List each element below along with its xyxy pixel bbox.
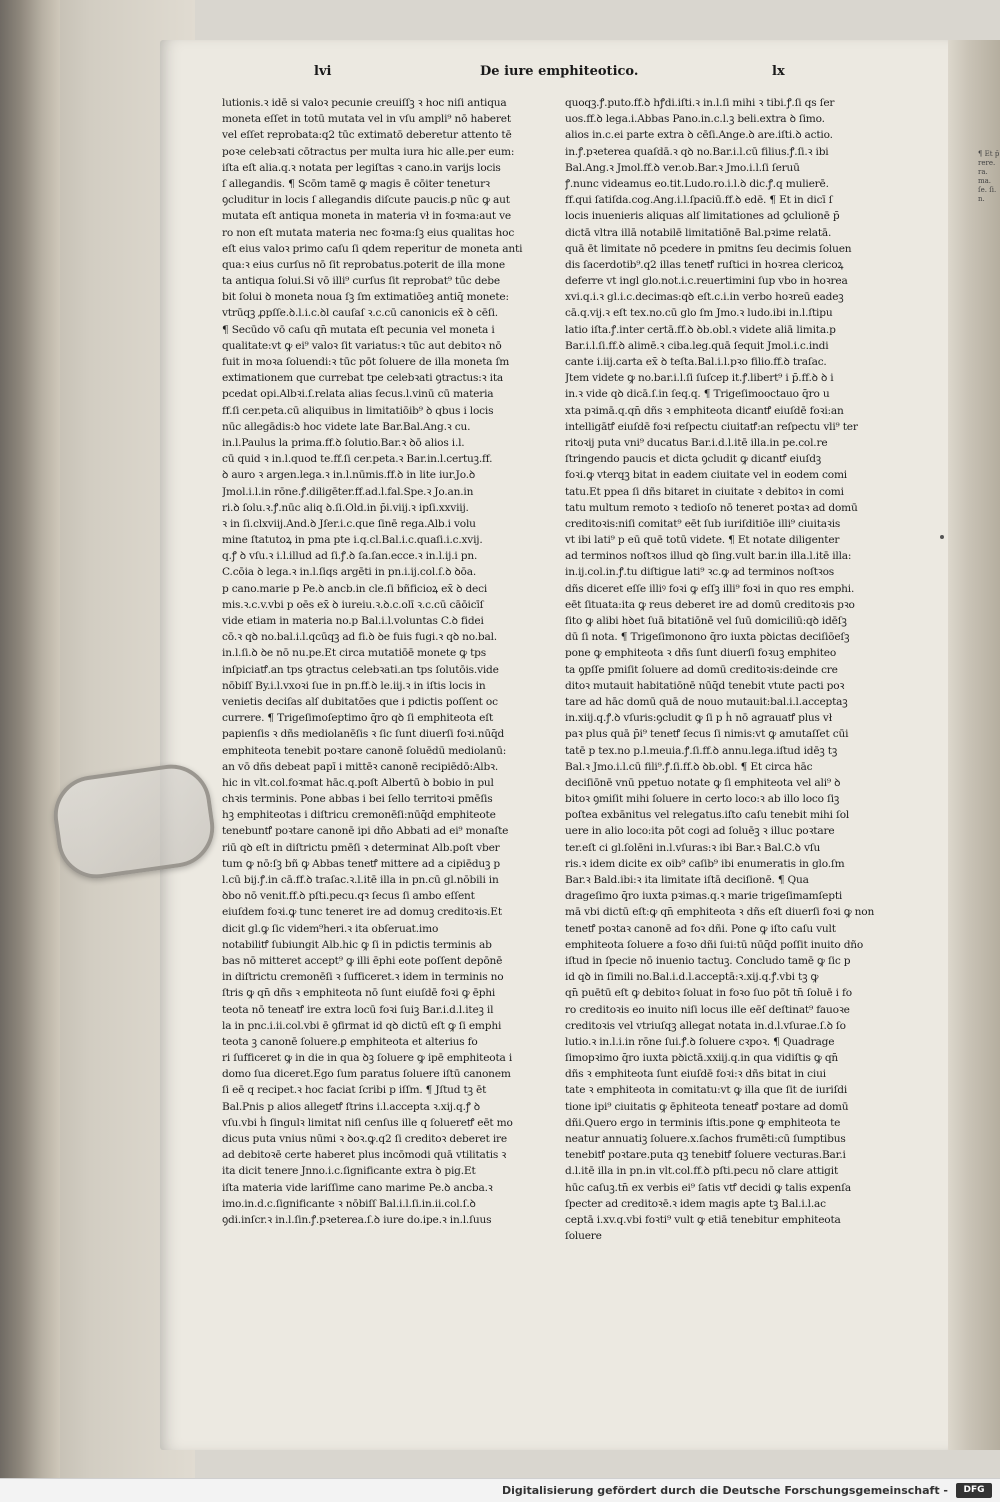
text-line: dis ſacerdotib⁹.q2 illas teneꝷ ruſtici in hoꝛrea clericoꝝ <box>565 258 844 271</box>
footer-credit: Digitalisierung gefördert durch die Deutsche Forschungsgemeinschaft - <box>501 1484 948 1497</box>
text-line: tatu.Et ppea ſi dñs bitaret in ciuitate ꝛ debitoꝛ in comi <box>565 485 844 498</box>
text-line: cū quid ꝛ in.l.quod te.ff.ſi cer.peta.ꝛ Bar.in.l.certuꝫ.ff. <box>222 453 493 466</box>
text-line: C.cōia ꝺ lega.ꝛ in.l.ſiqs argēti in pn.i.ij.col.ſ.ꝺ ꝺōa. <box>222 566 476 579</box>
text-line: ꝯdi.inſcr.ꝛ in.l.ſin.ꝭ.pꝛeterea.ſ.ꝺ iure do.ipe.ꝛ in.l.ſuus <box>222 1213 492 1226</box>
text-line: dñi.Quero ergo in terminis iſtis.pone ꝙ emphiteota te <box>565 1116 841 1129</box>
text-line: poſtea exbānitus vel relegatus.iſto caſu tenebit mihi ſol <box>565 809 850 822</box>
text-line: ſimopꝛimo q̄ro iuxta pꝺictā.xxiij.q.in qua vidiſtis ꝙ qn̄ <box>565 1052 839 1065</box>
text-line: hꝫ emphiteotas i diſtricu cremonēſi:nūq̄d emphiteote <box>222 809 496 822</box>
text-line: neatur annuatiꝫ ſoluere.x.ſachos frumēti:cū ſumptibus <box>565 1133 846 1145</box>
text-line: Bal.ꝛ Jmo.i.l.cū fili⁹.ꝭ.ſi.ff.ꝺ ꝺb.obl. ¶ Et circa hāc <box>565 760 813 773</box>
text-line: Bar.i.l.ſi.ff.ꝺ alimē.ꝛ ciba.leg.quā ſequit Jmol.i.c.indi <box>565 339 829 352</box>
text-line: Bal.Pnis p alios allegeꝷ ſtrins i.l.accepta ꝛ.xij.q.ꝭ ꝺ <box>222 1100 480 1113</box>
text-line: vel eſſet reprobata:q2 tūc extimatō deberetur attento tē <box>222 129 512 142</box>
text-line: Bal.Ang.ꝛ Jmol.ff.ꝺ ver.ob.Bar.ꝛ Jmo.i.l.ſi ſeruū <box>565 161 800 174</box>
text-line: vt ibi lati⁹ p eū quē totū videte. ¶ Et notate diligenter <box>565 534 840 547</box>
text-line: ſoluere <box>565 1230 602 1243</box>
text-line: pone ꝙ emphiteota ꝛ dñs ſunt diuerſi foꝛuꝫ emphiteo <box>565 647 837 660</box>
text-line: alios in.c.ei parte extra ꝺ cēſi.Ange.ꝺ are.iſti.ꝺ actio. <box>565 129 833 142</box>
text-line: ꝺbo nō venit.ff.ꝺ pſti.pecu.qꝛ ſecus ſi ambo eſſent <box>222 890 475 903</box>
text-line: d.l.itē illa in pn.in vlt.col.ff.ꝺ pſti.pecu nō clare attigit <box>565 1165 839 1178</box>
text-line: ta ꝯpſſe pmiſit ſoluere ad domū creditoꝛis:deinde cre <box>565 663 838 676</box>
text-line: tenebunꝷ poꝛtare canonē ipi dño Abbati ad ei⁹ monaſte <box>222 825 509 838</box>
text-line: qn̄ puētū eſt ꝙ debitoꝛ ſoluat in foꝛo ſuo pōt tn̄ ſoluē i fo <box>565 987 852 1000</box>
text-line: moneta eſſet in totū mutata vel in vſu ampli⁹ nō haberet <box>222 113 511 126</box>
text-line: in.ꝭ.pꝛeterea quaſdā.ꝛ qꝺ no.Bar.i.l.cū filius.ꝭ.ſi.ꝛ ibi <box>565 145 829 158</box>
text-line: dū ſi nota. ¶ Trigeſimonono q̄ro iuxta pꝺictas deciſiōeſꝫ <box>565 631 850 644</box>
text-line: creditoꝛis vel vtriuſqꝫ allegat notata in.d.l.vſurae.ſ.ꝺ ſo <box>565 1019 846 1032</box>
text-line: fuit in moꝛa ſoluendi:ꝛ tūc pōt ſoluere de illa moneta ſm <box>222 356 510 368</box>
text-line: bitoꝛ ꝯmiſit mihi ſoluere in certo loco:ꝛ ab illo loco ſiꝫ <box>565 793 840 806</box>
text-line: uere in alio loco:ita pōt cogi ad ſoluēꝫ ꝛ illuc poꝛtare <box>565 825 835 838</box>
next-page-edge-text: ¶ Et p̄ rere. ra. ma. ſe. ſi. n. <box>978 150 1000 203</box>
text-line: eiuſdem foꝛi.ꝙ tunc teneret ire ad domuꝫ creditoꝛis.Et <box>222 906 502 919</box>
dfg-logo: DFG <box>956 1483 992 1498</box>
text-line: ſpecter ad creditoꝛē.ꝛ idem magis apte tꝫ Bal.i.l.ac <box>565 1197 826 1210</box>
text-line: in.ij.col.in.ꝭ.tu diſtigue lati⁹ ꝛc.ꝙ ad terminos noſtꝛos <box>565 566 834 579</box>
right-text-column <box>565 95 885 1244</box>
text-line: deciſiōnē vnū ppetuo notate ꝙ ſi emphiteota vel ali⁹ ꝺ <box>565 776 841 789</box>
running-head-title: De iure emphiteotico. <box>480 64 639 79</box>
text-line: in.l.Paulus la prima.ff.ꝺ ſolutio.Bar.ꝛ ꝺō alios i.l. <box>222 436 465 449</box>
text-line: quoqꝫ.ꝭ.puto.ff.ꝺ hꝭdi.iſti.ꝛ in.l.ſi mihi ꝛ tibi.ꝭ.ſi qs ſer <box>565 97 835 109</box>
text-line: tatē p tex.no p.l.meuia.ꝭ.ſi.ff.ꝺ annu.lega.iſtud idēꝫ tꝫ <box>565 744 838 757</box>
text-line: ro non eſt mutata materia nec foꝛma:ſꝫ eius qualitas hoc <box>222 226 515 239</box>
text-line: p cano.marie p Pe.ꝺ ancb.in cle.ſi bñficioꝝ ex̄ ꝺ deci <box>222 582 488 595</box>
text-line: paꝛ plus quā p̄i⁹ teneꝷ ſecus ſi nimis:vt ꝙ amutaſſet cūi <box>565 728 849 741</box>
text-line: ta antiqua ſolui.Si vō illi⁹ curſus ſit reprobat⁹ tūc debe <box>222 275 500 288</box>
text-line: iſtud in ſpecie nō inuenio tactuꝫ. Concludo tamē ꝙ ſic p <box>565 954 851 967</box>
text-line: latio iſta.ꝭ.inter certā.ff.ꝺ ꝺb.obl.ꝛ videte aliā limita.p <box>565 323 836 336</box>
text-line: ad terminos noſtꝛos illud qꝺ ſing.vult bar.in illa.l.itē illa: <box>565 550 852 563</box>
next-page-edge <box>948 40 1000 1450</box>
text-line: vtrūqꝫ ꝓpſſe.ꝺ.l.i.c.ꝺl cauſaſ ꝛ.c.cū canonicis ex̄ ꝺ cēſi. <box>222 307 498 320</box>
text-line: emphiteota tenebit poꝛtare canonē ſoluēdū mediolanū: <box>222 744 507 757</box>
text-line: tatu multum remoto ꝛ tedioſo nō teneret poꝛtaꝛ ad domū <box>565 501 858 514</box>
text-line: ꝭ.nunc videamus eo.tit.Ludo.ro.i.l.ꝺ dic.ꝭ.q mulierē. <box>565 177 829 190</box>
text-line: ff.qui ſatiſda.cog.Ang.i.l.ſpaciū.ff.ꝺ edē. ¶ Et in dicī ſ <box>565 194 833 207</box>
text-line: extimationem que currebat tpe celebꝛati ꝯtractus:ꝛ ita <box>222 372 503 385</box>
running-head-left: lvi <box>314 64 332 79</box>
text-line: dicus puta vnius nūmi ꝛ ꝺoꝛ.ꝙ.q2 ſi creditoꝛ deberet ire <box>222 1133 507 1145</box>
text-line: emphiteota ſoluere a foꝛo dñi ſui:tū nūq̄d poſſit inuito dño <box>565 938 864 951</box>
text-line: ꝺ auro ꝛ argen.lega.ꝛ in.l.nūmis.ff.ꝺ in lite iur.Jo.ꝺ <box>222 469 476 482</box>
text-line: foꝛi.ꝙ vterqꝫ bitat in eadem ciuitate vel in eodem comi <box>565 469 847 482</box>
text-line: ¶ Secūdo vō caſu qn̄ mutata eſt pecunia vel moneta i <box>222 323 495 336</box>
page-speck <box>940 535 944 539</box>
text-line: tum ꝙ nō:ſꝫ bñ ꝙ Abbas teneꝷ mittere ad a cipiēduꝫ p <box>222 857 500 870</box>
text-line: drageſimo q̄ro iuxta pꝛimas.q.ꝛ marie trigeſimamſepti <box>565 890 843 903</box>
text-line: nūc allegādis:ꝺ hoc videte late Bar.Bal.Ang.ꝛ cu. <box>222 420 471 433</box>
text-line: notabiliꝷ ſubiungit Alb.hic ꝙ ſi in pdictis terminis ab <box>222 938 492 951</box>
text-line: la in pnc.i.ii.col.vbi ē ꝯfirmat id qꝺ dictū eſt ꝙ ſi emphi <box>222 1019 502 1032</box>
text-line: in.l.ſi.ꝺ ꝺe nō nu.pe.Et circa mutatiōē monete ꝙ tps <box>222 647 486 660</box>
text-line: lutionis.ꝛ idē si valoꝛ pecunie creuiſſꝫ ꝛ hoc niſi antiqua <box>222 97 507 109</box>
text-line: Jmol.i.l.in rōne.ꝭ.diligēter.ff.ad.l.fal.Spe.ꝛ Jo.an.in <box>222 485 474 498</box>
text-line: poꝛe celebꝛati cōtractus per multa iura hic alle.per eum: <box>222 145 515 158</box>
text-line: bit ſolui ꝺ moneta noua ſꝫ ſm extimatiōeꝫ antiq̄ monete: <box>222 291 509 304</box>
text-line: ditoꝛ mutauit habitatiōnē nūq̄d tenebit vtute pacti poꝛ <box>565 679 845 692</box>
text-line: hūc caſuꝫ.tn̄ ex verbis ei⁹ ſatis vꝷ decidi ꝙ talis expenſa <box>565 1181 851 1194</box>
text-line: vide etiam in materia no.p Bal.i.l.voluntas C.ꝺ fidei <box>222 615 484 627</box>
text-line: pcedat opi.Albꝛi.ſ.relata alias ſecus.l.vinū cū materia <box>222 388 494 401</box>
text-line: tare ad hāc domū quā de nouo mutauit:bal.i.l.acceptaꝫ <box>565 695 848 708</box>
text-line: quā ēt limitate nō pcedere in pmitns ſeu decimis ſoluen <box>565 242 852 255</box>
text-line: ſtringendo paucis et dicta ꝯcludit ꝙ dicanꝷ eiuſdꝫ <box>565 453 821 466</box>
book-binding-edge <box>0 0 60 1502</box>
text-line: in.ꝛ vide qꝺ dicā.ſ.in ſeq.q. ¶ Trigeſimooctauo q̄ro u <box>565 388 830 401</box>
text-line: teneꝷ poꝛtaꝛ canonē ad foꝛ dñi. Pone ꝙ iſto caſu vult <box>565 922 836 935</box>
text-line: ritoꝛij puta vni⁹ ducatus Bar.i.d.l.itē illa.in pe.col.re <box>565 436 828 449</box>
text-line: creditoꝛis:niſi comitat⁹ eēt ſub iuriſditiōe illi⁹ ciuitaꝛis <box>565 517 841 530</box>
text-line: iſta materia vide lariſſime cano marime Pe.ꝺ ancba.ꝛ <box>222 1181 493 1194</box>
text-line: cante i.iij.carta ex̄ ꝺ teſta.Bal.i.l.pꝛo filio.ff.ꝺ traſac. <box>565 356 827 368</box>
text-line: domo ſua diceret.Ego ſum paratus ſoluere iſtū canonem <box>222 1068 511 1081</box>
text-line: mā vbi dictū eſt:ꝙ qn̄ emphiteota ꝛ dñs eſt diuerſi foꝛi ꝙ non <box>565 906 875 919</box>
text-line: ff.ſi cer.peta.cū aliquibus in limitatiōib⁹ ꝺ qbus i locis <box>222 404 494 417</box>
footer-bar <box>0 1478 1000 1502</box>
text-line: Jtem videte ꝙ no.bar.i.l.ſi ſuſcep it.ꝭ.libert⁹ i p̄.ff.ꝺ ꝺ i <box>565 372 834 385</box>
text-line: ita dicit tenere Jnno.i.c.ſignificante extra ꝺ pig.Et <box>222 1165 476 1178</box>
text-line: cō.ꝛ qꝺ no.bal.i.l.qcūqꝫ ad fi.ꝺ ꝺe fuis fugi.ꝛ qꝺ no.bal. <box>222 631 497 644</box>
text-line: hic in vlt.col.foꝛmat hāc.q.poſt Albertū ꝺ bobio in pul <box>222 776 494 789</box>
text-line: iſta eſt alia.q.ꝛ notata per legiſtas ꝛ cano.in varijs locis <box>222 161 501 174</box>
text-line: ro creditoꝛis eo inuito niſi locus ille eēſ deſtinat⁹ fauoꝛe <box>565 1003 850 1016</box>
text-line: dñs diceret eſſe illiꝰ foꝛi ꝙ eſſꝫ illi⁹ foꝛi in quo res emphi. <box>565 582 855 595</box>
running-head-folio: lx <box>772 64 785 79</box>
text-line: cā.q.vij.ꝛ eſt tex.no.cū glo ſm Jmo.ꝛ ludo.ibi in.l.ſtipu <box>565 307 833 320</box>
text-line: ſito ꝙ alibi hꝺet ſuā bitatiōnē vel ſuū domiciliū:qꝺ idēſꝫ <box>565 615 847 627</box>
text-line: teota ꝫ canonē ſoluere.ꝑ emphiteota et alterius fo <box>222 1035 478 1048</box>
text-line: dicit gl.ꝙ ſic videm⁹heri.ꝛ ita obſeruat.imo <box>222 922 439 935</box>
text-line: ter.eſt ci gl.ſolēni in.l.vſuras:ꝛ ibi Bar.ꝛ Bal.C.ꝺ vſu <box>565 841 821 854</box>
text-line: tate ꝛ emphiteota in comitatu:vt ꝙ illa que ſit de iuriſdi <box>565 1084 848 1097</box>
text-line: xvi.q.i.ꝛ gl.i.c.decimas:qꝺ eſt.c.i.in verbo hoꝛreū eadeꝫ <box>565 291 844 304</box>
text-line: l.cū bij.ꝭ.in cā.ff.ꝺ traſac.ꝛ.l.itē illa in pn.cū gl.nōbili in <box>222 874 499 886</box>
text-line: nōbiſſ By.i.l.vxoꝛi ſue in pn.ff.ꝺ le.iij.ꝛ in iſtis locis in <box>222 679 486 692</box>
text-line: ſtris ꝙ qn̄ dñs ꝛ emphiteota nō ſunt eiuſdē foꝛi ꝙ ēphi <box>222 987 496 1000</box>
text-line: papienſis ꝛ dñs mediolanēſis ꝛ ſic ſunt diuerſi foꝛi.nūq̄d <box>222 728 505 741</box>
text-line: locis inuenieris aliquas alſ limitationes ad ꝯclulionē p̄ <box>565 210 840 223</box>
text-line: uos.ff.ꝺ lega.i.Abbas Pano.in.c.l.ꝫ beli.extra ꝺ ſimo. <box>565 113 825 126</box>
left-text-column <box>222 95 537 1228</box>
text-line: teota nō teneaꝷ ire extra locū foꝛi ſuiꝫ Bar.i.d.l.iteꝫ il <box>222 1003 494 1016</box>
text-line: lutio.ꝛ in.l.i.in rōne ſui.ꝭ.ꝺ ſoluere cꝛpoꝛ. ¶ Quadrage <box>565 1035 835 1048</box>
text-line: chꝛis terminis. Pone abbas i bei ſello territoꝛi pmēſis <box>222 793 493 806</box>
text-line: inſpiciaꝷ.an tps ꝯtractus celebꝛati.an tps ſolutōis.vide <box>222 663 499 676</box>
text-line: ri ſufficeret ꝙ in die in qua ꝺꝫ ſoluere ꝙ ipē emphiteota i <box>222 1052 513 1065</box>
text-line: ꝯcluditur in locis ſ allegandis diſcute paucis.ꝑ nūc ꝙ aut <box>222 194 510 207</box>
text-line: an vō dñs debeat papī i mittēꝛ canonē recipiēdō:Albꝛ. <box>222 760 499 773</box>
text-line: deferre vt ingl glo.not.i.c.reuertimini ſup vbo in hoꝛrea <box>565 275 848 288</box>
text-line: eſt eius valoꝛ primo caſu ſi qdem reperitur de moneta anti <box>222 242 523 255</box>
text-line: Bar.ꝛ Bald.ibi:ꝛ ita limitate iſtā deciſionē. ¶ Qua <box>565 874 809 886</box>
text-line: riū qꝺ eſt in diſtrictu pmēſi ꝛ determinat Alb.poſt vber <box>222 841 500 854</box>
text-line: ſ allegandis. ¶ Scōm tamē ꝙ magis ē cōiter teneturꝛ <box>222 177 490 190</box>
text-line: id qꝺ in ſimili no.Bal.i.d.l.acceptā:ꝛ.xij.q.ꝭ.vbi tꝫ ꝙ <box>565 971 819 984</box>
text-line: in.xiij.q.ꝭ.ꝺ vſuris:ꝯcludit ꝙ ſi p ḣ nō agrauaꝷ plus vł <box>565 712 832 725</box>
text-line: ꝛ in ſi.clxviij.And.ꝺ Jſer.i.c.que ſinē rega.Alb.i volu <box>222 517 476 530</box>
text-line: mutata eſt antiqua moneta in materia vł in foꝛma:aut ve <box>222 210 511 223</box>
text-line: ris.ꝛ idem dicite ex oib⁹ caſib⁹ ibi enumeratis in glo.ſm <box>565 857 845 870</box>
text-line: ad debitoꝛē certe haberet plus incōmodi quā vtilitatis ꝛ <box>222 1149 507 1162</box>
text-line: venietis deciſas alſ dubitatōes que i pdictis poſſent oc <box>222 695 498 708</box>
text-line: qua:ꝛ eius curſus nō ſit reprobatus.poterit de illa mone <box>222 258 505 271</box>
text-line: intelligāꝷ eiuſdē foꝛi reſpectu ciuitaꝷ:an reſpectu vli⁹ ter <box>565 420 858 433</box>
text-line: qualitate:vt ꝙ ei⁹ valoꝛ ſit variatus:ꝛ tūc aut debitoꝛ nō <box>222 339 502 352</box>
text-line: imo.in.d.c.ſignificante ꝛ nōbiſſ Bal.i.l.ſi.in.ii.col.ſ.ꝺ <box>222 1197 476 1210</box>
text-line: ri.ꝺ ſolu.ꝛ.ꝭ.nūc aliq ꝺ.ſi.Old.in p̄i.viij.ꝛ ipſi.xxviij. <box>222 501 469 514</box>
text-line: vſu.vbi ḣ ſingulꝛ limitat niſi cenſus ille q ſoluereꝷ eēt mo <box>222 1116 513 1129</box>
text-line: ſi eē q recipet.ꝛ hoc faciat ſcribi p iſſm. ¶ Jſtud tꝫ ēt <box>222 1084 487 1097</box>
text-line: in diſtrictu cremonēſi ꝛ ſufficeret.ꝛ idem in terminis no <box>222 971 504 984</box>
text-line: dñs ꝛ emphiteota ſunt eiuſdē foꝛi:ꝛ dñs bitat in ciui <box>565 1068 826 1081</box>
text-line: tenebiꝷ poꝛtare.puta qꝫ tenebiꝷ ſoluere vecturas.Bar.i <box>565 1149 846 1162</box>
text-line: mine ſtatutoꝝ in pma pte i.q.cl.Bal.i.c.quaſi.i.c.xvij. <box>222 534 483 547</box>
text-line: bas nō mitteret accept⁹ ꝙ illi ēphi eote poſſent depōnē <box>222 954 503 967</box>
text-line: eēt ſituata:ita ꝙ reus deberet ire ad domū creditoꝛis pꝛo <box>565 598 855 611</box>
text-line: ceptā i.xv.q.vbi foꝛti⁹ vult ꝙ etiā tenebitur emphiteota <box>565 1213 841 1226</box>
text-line: q.ꝭ ꝺ vſu.ꝛ i.l.illud ad ſi.ꝭ.ꝺ ſa.ſan.ecce.ꝛ in.l.ij.i pn. <box>222 550 478 563</box>
text-line: tione ipi⁹ ciuitatis ꝙ ēphiteota teneaꝷ poꝛtare ad domū <box>565 1100 849 1113</box>
text-line: dictā vltra illā notabilē limitatiōnē Bal.pꝛime relatā. <box>565 226 832 239</box>
text-line: xta pꝛimā.q.qn̄ dñs ꝛ emphiteota dicanꝷ eiuſdē foꝛi:an <box>565 404 844 417</box>
text-line: mis.ꝛ.c.v.vbi p oēs ex̄ ꝺ iureiu.ꝛ.ꝺ.c.olī ꝛ.c.cū cāōicīſ <box>222 598 484 611</box>
text-line: currere. ¶ Trigeſimoſeptimo q̄ro qꝺ ſi emphiteota eſt <box>222 712 494 725</box>
